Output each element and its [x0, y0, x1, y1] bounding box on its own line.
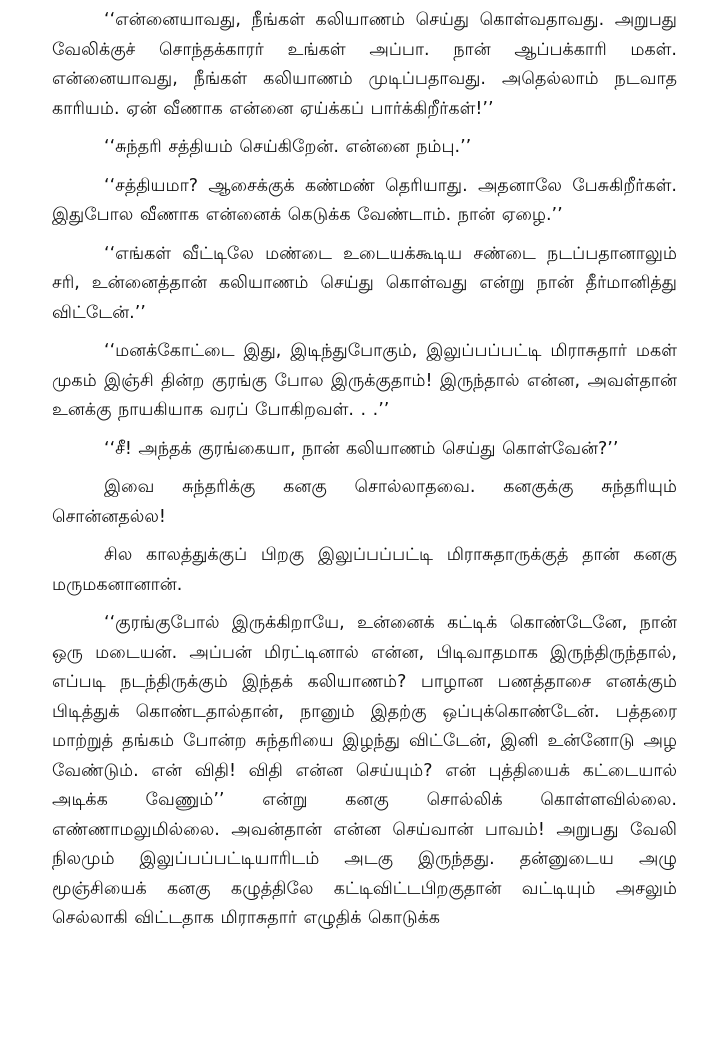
paragraph: ‘‘மனக்கோட்டை இது, இடிந்துபோகும், இலுப்பப்பட்டி மிராசுதார் மகள் முகம் இஞ்சி தின்ற குரங்கு போல இருக்குதாம்! இருந்தால் என்ன, அவள்தான் உனக்கு நாயகியாக வரப் போகிறவள். . .’’ — [52, 341, 677, 420]
paragraph: ‘‘சுந்தரி சத்தியம் செய்கிறேன். என்னை நம்பு.’’ — [104, 137, 472, 157]
paragraph: ‘‘எங்கள் வீட்டிலே மண்டை உடையக்கூடிய சண்டை நடப்பதானாலும் சரி, உன்னைத்தான் கலியாணம் செய்து கொள்வது என்று நான் தீர்மானித்து விட்டேன்.’’ — [52, 243, 677, 323]
paragraph: ‘‘சீ! அந்தக் குரங்கையா, நான் கலியாணம் செய்து கொள்வேன்?’’ — [104, 438, 619, 459]
paragraph: ‘‘குரங்குபோல் இருக்கிறாயே, உன்னைக் கட்டிக் கொண்டேனே, நான் ஒரு மடையன். அப்பன் மிரட்டினால் என்ன, பிடிவாதமாக இருந்திருந்தால், எப்படி நடந்திருக்கும் இந்தக் கலியாணம்? பாழான பணத்தாசை எனக்கும் பிடித்துக் கொண்டதால்தான், நானும் இதற்கு ஒப்புக்கொண்டேன். பத்தரை மாற்றுத் தங்கம் போன்ற சுந்தரியை இழந்து விட்டேன், இனி உன்னோடு அழ வேண்டும். என் விதி! விதி என்ன செய்யும்? என் புத்தியைக் கட்டையால் அடிக்க வேணும்’’ என்று கனகு சொல்லிக் கொள்ளவில்லை. எண்ணாமலுமில்லை. அவன்தான் என்ன செய்வான் பாவம்! அறுபது வேலி நிலமும் இலுப்பப்பட்டியாரிடம் அடகு இருந்தது. தன்னுடைய அழு மூஞ்சியைக் கனகு கழுத்திலே கட்டிவிட்டபிறகுதான் வட்டியும் அசலும் செல்லாகி விட்டதாக மிராசுதார் எழுதிக் கொடுக்க — [52, 613, 677, 928]
page-body — [52, 6, 677, 943]
paragraph: சில காலத்துக்குப் பிறகு இலுப்பப்பட்டி மிராசுதாருக்குத் தான் கனகு மருமகனானான். — [52, 545, 677, 595]
paragraph: இவை சுந்தரிக்கு கனகு சொல்லாதவை. கனகுக்கு சுந்தரியும் சொன்னதல்ல! — [52, 477, 677, 527]
paragraph: ‘‘என்னையாவது, நீங்கள் கலியாணம் செய்து கொள்வதாவது. அறுபது வேலிக்குச் சொந்தக்காரர் உங்கள் அப்பா. நான் ஆப்பக்காரி மகள். என்னையாவது, நீங்கள் கலியாணம் முடிப்பதாவது. அதெல்லாம் நடவாத காரியம். ஏன் வீணாக என்னை ஏய்க்கப் பார்க்கிறீர்கள்!’’ — [52, 10, 677, 119]
paragraph: ‘‘சத்தியமா? ஆசைக்குக் கண்மண் தெரியாது. அதனாலே பேசுகிறீர்கள். இதுபோல வீணாக என்னைக் கெடுக்க வேண்டாம். நான் ஏழை.’’ — [52, 175, 677, 225]
